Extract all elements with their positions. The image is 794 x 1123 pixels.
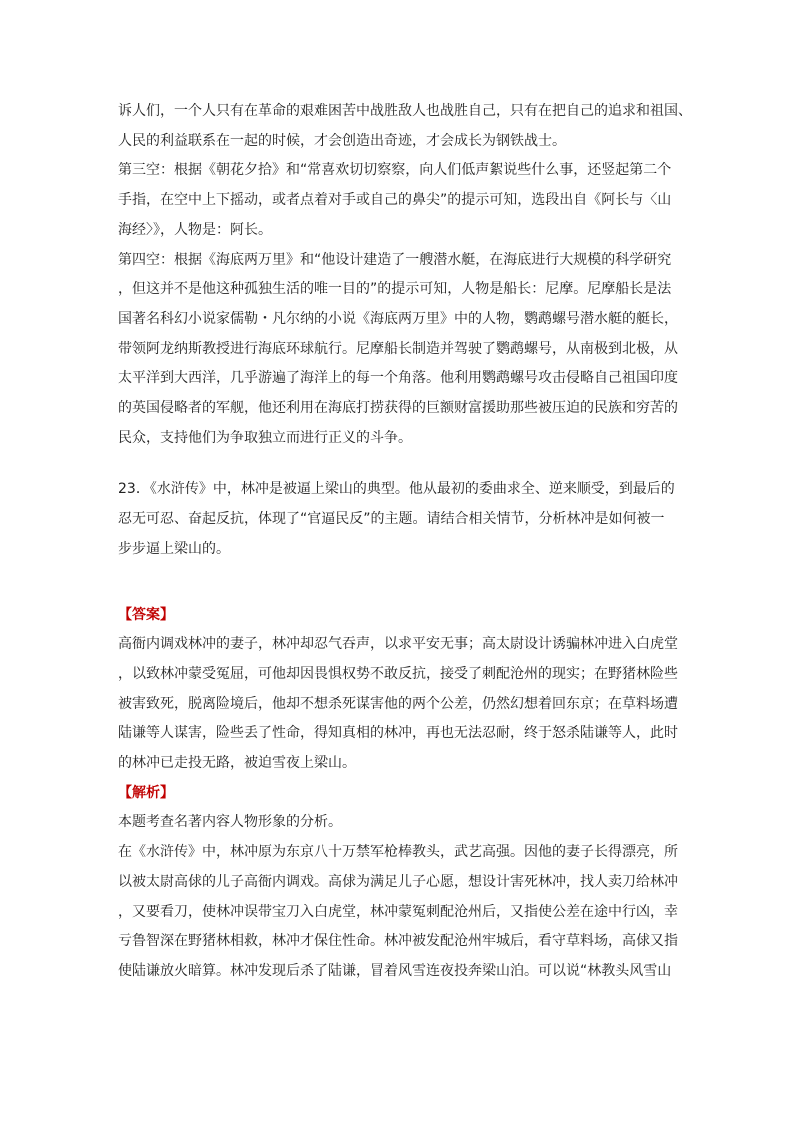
answer-line: ，以致林冲蒙受冤屈，可他却因畏惧权势不敢反抗，接受了刺配沧州的现实；在野猪林险些 (118, 665, 678, 682)
analysis-line: 亏鲁智深在野猪林相救，林冲才保住性命。林冲被发配沧州牢城后，看守草料场，高俅又指 (118, 933, 678, 950)
analysis-label: 【解析】 (118, 784, 174, 801)
answer-section (118, 601, 676, 779)
answer-line: 陆谦等人谋害，险些丢了性命，得知真相的林冲，再也无法忍耐，终于怒杀陆谦等人，此时 (118, 725, 678, 742)
text-line: 民众，支持他们为争取独立而进行正义的斗争。 (118, 429, 412, 446)
analysis-section (118, 779, 676, 987)
text-line: 第三空：根据《朝花夕拾》和“常喜欢切切察察，向人们低声絮说些什么事，还竖起第二个 (118, 162, 672, 179)
question-line: 步步逼上梁山的。 (118, 540, 230, 557)
text-line: 海经〉》，人物是：阿长。 (118, 221, 272, 238)
question-line: 23．《水浒传》中，林冲是被逼上梁山的典型。他从最初的委曲求全、逆来顺受，到最后的 (118, 481, 675, 498)
analysis-line: ，又要看刀，使林冲误带宝刀入白虎堂，林冲蒙冤刺配沧州后，又指使公差在途中行凶，幸 (118, 903, 678, 920)
answer-line: 的林冲已走投无路，被迫雪夜上梁山。 (118, 755, 356, 772)
text-line: 带领阿龙纳斯教授进行海底环球航行。尼摩船长制造并驾驶了鹦鹉螺号，从南极到北极，从 (118, 340, 678, 357)
analysis-line: 本题考查名著内容人物形象的分析。 (118, 814, 342, 831)
text-line: 手指，在空中上下摇动，或者点着对手或自己的鼻尖”的提示可知，选段出自《阿长与〈山 (118, 192, 672, 209)
text-line: 人民的利益联系在一起的时候，才会创造出奇迹，才会成长为钢铁战士。 (118, 132, 566, 149)
question-23 (118, 475, 676, 564)
text-line: 第四空：根据《海底两万里》和“他设计建造了一艘潜水艇，在海底进行大规模的科学研究 (118, 251, 672, 268)
text-line: 太平洋到大西洋，几乎游遍了海洋上的每一个角落。他利用鹦鹉螺号攻击侵略自己祖国印度 (118, 370, 678, 387)
analysis-line: 在《水浒传》中，林冲原为东京八十万禁军枪棒教头，武艺高强。因他的妻子长得漂亮，所 (118, 844, 678, 861)
text-line: ，但这并不是他这种孤独生活的唯一目的”的提示可知，人物是船长：尼摩。尼摩船长是法 (118, 281, 672, 298)
answer-line: 被害致死，脱离险境后，他却不想杀死谋害他的两个公差，仍然幻想着回东京；在草料场遭 (118, 695, 678, 712)
text-line: 诉人们，一个人只有在革命的艰难困苦中战胜敌人也战胜自己，只有在把自己的追求和祖国、 (118, 103, 692, 119)
analysis-line: 以被太尉高俅的儿子高衙内调戏。高俅为满足儿子心愿，想设计害死林冲，找人卖刀给林冲 (118, 873, 678, 890)
text-line: 国著名科幻小说家儒勒・凡尔纳的小说《海底两万里》中的人物，鹦鹉螺号潜水艇的艇长， (118, 310, 678, 327)
answer-line: 高衙内调戏林冲的妻子，林冲却忍气吞声，以求平安无事；高太尉设计诱骗林冲进入白虎堂 (118, 636, 678, 653)
previous-analysis-section (118, 97, 692, 453)
analysis-line: 使陆谦放火暗算。林冲发现后杀了陆谦，冒着风雪连夜投奔梁山泊。可以说“林教头风雪山 (118, 962, 672, 979)
answer-label: 【答案】 (118, 606, 174, 623)
question-line: 忍无可忍、奋起反抗，体现了“官逼民反”的主题。请结合相关情节，分析林冲是如何被一 (118, 511, 665, 528)
text-line: 的英国侵略者的军舰，他还利用在海底打捞获得的巨额财富援助那些被压迫的民族和穷苦的 (118, 400, 678, 417)
